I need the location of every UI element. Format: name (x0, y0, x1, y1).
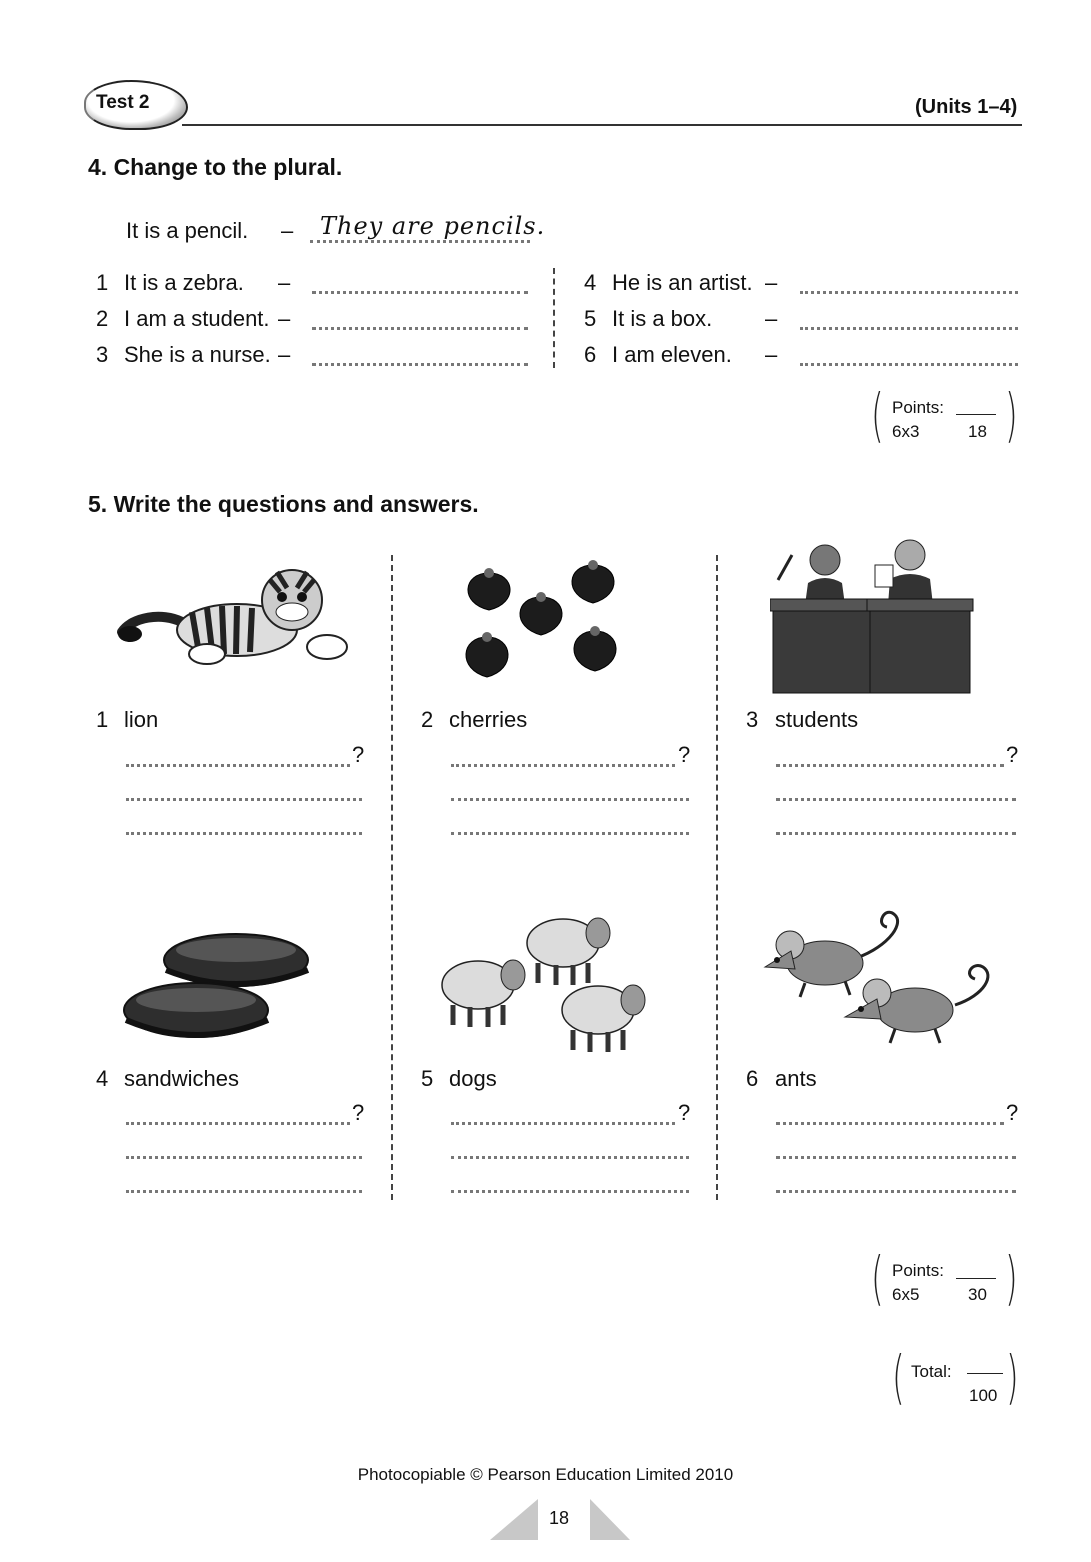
ex5-item-4-word: sandwiches (124, 1066, 239, 1091)
ex4-item-2-text: I am a student. (124, 306, 270, 331)
sheep-picture (438, 905, 648, 1055)
ex5-item-1-word: lion (124, 707, 159, 732)
ex5-item-2-answer-line-1[interactable] (451, 798, 689, 801)
ex5-item-3-question-line[interactable] (776, 764, 1004, 767)
total-label: Total: (911, 1362, 952, 1381)
ex5-item-5-question-line[interactable] (451, 1122, 675, 1125)
ex5-item-3-answer-line-1[interactable] (776, 798, 1016, 801)
exercise-4-heading: 4. Change to the plural. (88, 154, 343, 180)
exercise-5-heading: 5. Write the questions and answers. (88, 491, 479, 517)
ex4-item-5-dash: – (765, 306, 778, 331)
example-prompt: It is a pencil. (126, 218, 249, 243)
ex5-item-2-question-mark: ? (678, 742, 691, 767)
ex4-item-3-answer-line[interactable] (312, 363, 528, 366)
ex4-item-1-number: 1 (96, 270, 109, 295)
ex5-points-max: 30 (968, 1285, 987, 1304)
ex5-item-6-number: 6 (746, 1066, 759, 1091)
ex5-points-label: Points: (892, 1261, 944, 1280)
ex4-column-divider (553, 268, 555, 368)
ex5-item-2-word: cherries (449, 707, 528, 732)
units-label: (Units 1–4) (915, 96, 1018, 118)
ex5-item-5-number: 5 (421, 1066, 434, 1091)
total-max: 100 (969, 1386, 998, 1405)
ex5-column-divider-1 (391, 555, 393, 1200)
ex5-points-score-line[interactable] (956, 1278, 996, 1279)
test-label: Test 2 (96, 92, 150, 113)
ex5-item-2-number: 2 (421, 707, 434, 732)
mice-picture (755, 905, 995, 1055)
ex4-points-box: ( ) Points: 6x3 18 (871, 381, 1018, 449)
ex4-item-4-text: He is an artist. (612, 270, 753, 295)
ex5-item-6-question-mark: ? (1006, 1100, 1019, 1125)
ex5-item-3-question-mark: ? (1006, 742, 1019, 767)
ex4-item-5-number: 5 (584, 306, 597, 331)
copyright-notice: Photocopiable © Pearson Education Limited 2010 (357, 1465, 734, 1484)
example-answer: They are pencils. (320, 212, 546, 240)
ex5-item-3-number: 3 (746, 707, 759, 732)
sandwiches-picture (118, 920, 318, 1045)
ex5-item-1-answer-line-1[interactable] (126, 798, 362, 801)
example-answer-line (310, 240, 530, 243)
ex5-item-1-question-mark: ? (352, 742, 365, 767)
ex4-item-5-answer-line[interactable] (800, 327, 1018, 330)
ex4-item-6-dash: – (765, 342, 778, 367)
ex4-points-calc: 6x3 (892, 422, 920, 441)
ex5-item-1-number: 1 (96, 707, 109, 732)
ex5-item-2-question-line[interactable] (451, 764, 675, 767)
ex4-points-max: 18 (968, 422, 987, 441)
ex5-item-6-word: ants (775, 1066, 817, 1091)
ex4-item-6-answer-line[interactable] (800, 363, 1018, 366)
ex4-item-2-number: 2 (96, 306, 109, 331)
students-picture (770, 535, 975, 695)
tiger-picture (112, 562, 352, 672)
ex4-item-2-answer-line[interactable] (312, 327, 528, 330)
page-number: 18 (549, 1508, 570, 1528)
ex4-item-1-answer-line[interactable] (312, 291, 528, 294)
ex4-item-5-text: It is a box. (612, 306, 713, 331)
ex5-item-6-question-line[interactable] (776, 1122, 1004, 1125)
ex5-item-4-answer-line-1[interactable] (126, 1156, 362, 1159)
ex4-item-1-text: It is a zebra. (124, 270, 244, 295)
ex5-points-box: ( ) Points: 6x5 30 (871, 1244, 1018, 1312)
ex4-item-3-dash: – (278, 342, 291, 367)
ex4-item-6-number: 6 (584, 342, 597, 367)
ex5-item-5-word: dogs (449, 1066, 497, 1091)
ex5-item-4-answer-line-2[interactable] (126, 1190, 362, 1193)
ex5-item-2-answer-line-2[interactable] (451, 832, 689, 835)
ex5-item-5-question-mark: ? (678, 1100, 691, 1125)
ex4-item-3-number: 3 (96, 342, 109, 367)
ex5-item-4-question-line[interactable] (126, 1122, 350, 1125)
ex5-item-5-answer-line-2[interactable] (451, 1190, 689, 1193)
ex5-item-3-answer-line-2[interactable] (776, 832, 1016, 835)
ex5-points-calc: 6x5 (892, 1285, 920, 1304)
ex5-item-1-question-line[interactable] (126, 764, 350, 767)
ex5-item-3-word: students (775, 707, 859, 732)
ex5-column-divider-2 (716, 555, 718, 1200)
ex5-item-5-answer-line-1[interactable] (451, 1156, 689, 1159)
ex4-points-score-line[interactable] (956, 414, 996, 415)
ex5-item-6-answer-line-2[interactable] (776, 1190, 1016, 1193)
cherries-picture (455, 555, 625, 690)
ex4-item-6-text: I am eleven. (612, 342, 732, 367)
ex4-item-4-answer-line[interactable] (800, 291, 1018, 294)
ex4-item-4-number: 4 (584, 270, 597, 295)
ex4-item-1-dash: – (278, 270, 291, 295)
header-rule (182, 124, 1022, 126)
total-box: ( ) Total: 100 (892, 1343, 1019, 1411)
ex4-item-2-dash: – (278, 306, 291, 331)
ex4-item-3-text: She is a nurse. (124, 342, 271, 367)
ex5-item-1-answer-line-2[interactable] (126, 832, 362, 835)
ex5-item-4-question-mark: ? (352, 1100, 365, 1125)
ex4-points-label: Points: (892, 398, 944, 417)
total-score-line[interactable] (967, 1373, 1003, 1374)
ex5-item-4-number: 4 (96, 1066, 109, 1091)
ex4-item-4-dash: – (765, 270, 778, 295)
example-dash: – (281, 218, 294, 243)
ex5-item-6-answer-line-1[interactable] (776, 1156, 1016, 1159)
